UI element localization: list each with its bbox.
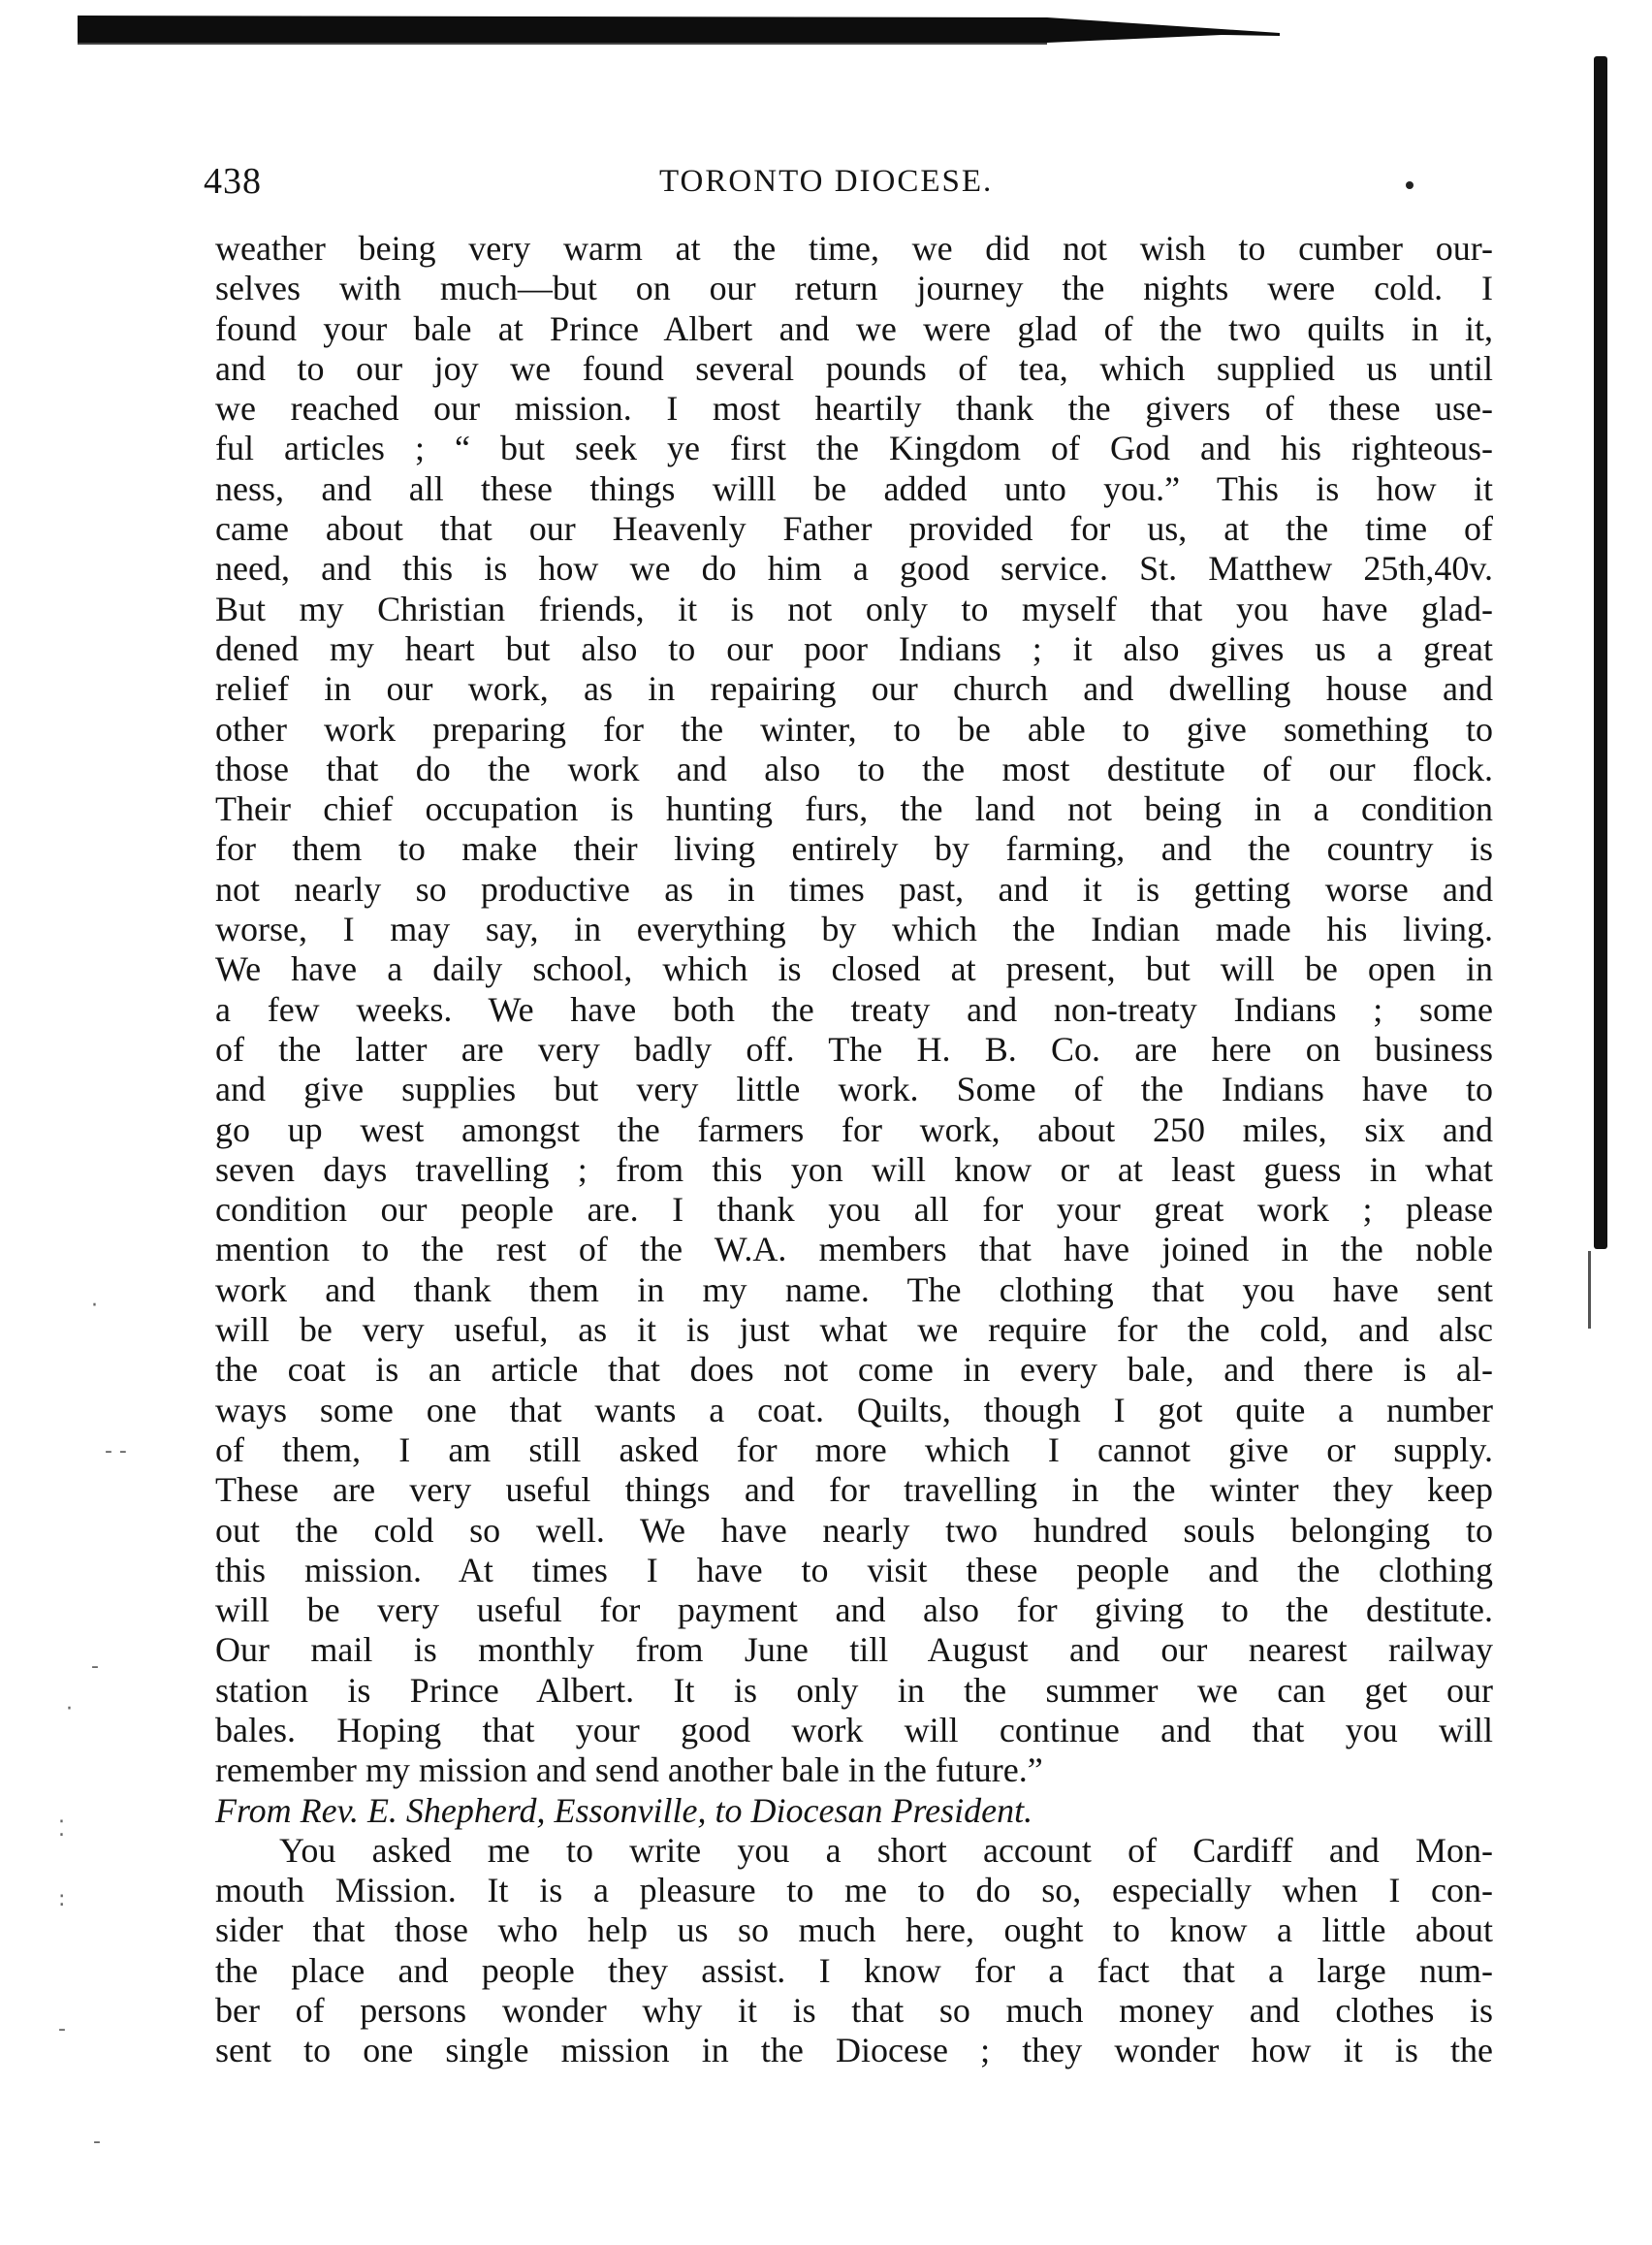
running-head: TORONTO DIOCESE. (659, 164, 994, 199)
text-line: will be very useful, as it is just what we require for the cold, and alsc (215, 1310, 1493, 1350)
margin-speck: ⁚ (58, 1817, 65, 1842)
text-line: will be very useful for payment and also for giving to the destitute. (215, 1590, 1493, 1630)
text-line: weather being very warm at the time, we did not wish to cumber our- (215, 229, 1493, 268)
text-line: need, and this is how we do him a good service. St. Matthew 25th,40v. (215, 549, 1493, 589)
text-line: mouth Mission. It is a pleasure to me to do so, especially when I con- (215, 1871, 1493, 1910)
text-line: worse, I may say, in everything by which the Indian made his living. (215, 910, 1493, 949)
text-line: You asked me to write you a short account of Cardiff and Mon- (279, 1830, 1493, 1870)
text-line: We have a daily school, which is closed at present, but will be open in (215, 949, 1493, 989)
text-line: go up west amongst the farmers for work, about 250 miles, six and (215, 1109, 1493, 1149)
text-line: a few weeks. We have both the treaty and non-treaty Indians ; some (215, 989, 1493, 1029)
text-line: condition our people are. I thank you all for your great work ; please (215, 1190, 1493, 1230)
text-line: the place and people they assist. I know for a fact that a large num- (215, 1950, 1493, 1990)
text-line: ness, and all these things willl be added unto you.” This is how it (215, 468, 1493, 508)
text-line: came about that our Heavenly Father provided for us, at the time of (215, 509, 1493, 549)
text-line: bales. Hoping that your good work will continue and that you will (215, 1710, 1493, 1749)
text-line: sent to one single mission in the Diocese ; they wonder how it is the (215, 2031, 1493, 2070)
text-line: this mission. At times I have to visit these people and the clothing (215, 1550, 1493, 1589)
text-line: ber of persons wonder why it is that so much money and clothes is (215, 1991, 1493, 2031)
text-line: not nearly so productive as in times past, and it is getting worse and (215, 869, 1493, 909)
margin-speck: - (58, 2017, 66, 2041)
text-line: mention to the rest of the W.A. members that have joined in the noble (215, 1230, 1493, 1269)
right-margin-rule (1594, 56, 1607, 1249)
page-number: 438 (204, 161, 262, 202)
text-line: the coat is an article that does not come in every bale, and there is al- (215, 1350, 1493, 1390)
text-line: remember my mission and send another bale in the future.” (215, 1750, 1043, 1790)
text-line: These are very useful things and for travelling in the winter they keep (215, 1470, 1493, 1510)
margin-speck: · (66, 1697, 73, 1721)
text-line: station is Prince Albert. It is only in the summer we can get our (215, 1670, 1493, 1710)
text-line: relief in our work, as in repairing our church and dwelling house and (215, 669, 1493, 709)
running-header (204, 160, 1503, 210)
right-margin-rule-fragment (1588, 1251, 1591, 1329)
margin-speck: · (91, 1294, 98, 1318)
margin-speck: - - (105, 1439, 127, 1463)
text-line: But my Christian friends, it is not only to myself that you have glad- (215, 589, 1493, 628)
text-line: found your bale at Prince Albert and we were glad of the two quilts in it, (215, 308, 1493, 348)
text-line: dened my heart but also to our poor Indians ; it also gives us a great (215, 628, 1493, 668)
top-rule (78, 14, 1280, 47)
text-line: work and thank them in my name. The clothing that you have sent (215, 1269, 1493, 1309)
header-ornament-dot (1406, 181, 1414, 189)
text-line: other work preparing for the winter, to be able to give something to (215, 709, 1493, 749)
text-line: and give supplies but very little work. Some of the Indians have to (215, 1070, 1493, 1109)
text-line: of them, I am still asked for more which I cannot give or supply. (215, 1429, 1493, 1469)
letter-subheading: From Rev. E. Shepherd, Essonville, to Diocesan President. (215, 1790, 1033, 1830)
text-line: selves with much—but on our return journey the nights were cold. I (215, 269, 1493, 308)
text-line: those that do the work and also to the most destitute of our flock. (215, 749, 1493, 788)
text-line: of the latter are very badly off. The H. B. Co. are here on business (215, 1029, 1493, 1069)
text-line: ways some one that wants a coat. Quilts, though I got quite a number (215, 1390, 1493, 1429)
body-text (215, 229, 1493, 2071)
text-line: and to our joy we found several pounds of tea, which supplied us until (215, 348, 1493, 388)
margin-speck: - (93, 2130, 101, 2154)
text-line: ful articles ; “ but seek ye first the Kingdom of God and his righteous- (215, 429, 1493, 468)
text-line: Their chief occupation is hunting furs, the land not being in a condition (215, 789, 1493, 829)
text-line: sider that those who help us so much here, ought to know a little about (215, 1910, 1493, 1950)
margin-speck: - (91, 1654, 99, 1679)
text-line: seven days travelling ; from this yon will know or at least guess in what (215, 1149, 1493, 1189)
text-line: we reached our mission. I most heartily thank the givers of these use- (215, 389, 1493, 429)
text-line: Our mail is monthly from June till August and our nearest railway (215, 1630, 1493, 1670)
margin-speck: : (58, 1887, 66, 1911)
text-line: for them to make their living entirely by farming, and the country is (215, 829, 1493, 869)
text-line: out the cold so well. We have nearly two hundred souls belonging to (215, 1510, 1493, 1550)
